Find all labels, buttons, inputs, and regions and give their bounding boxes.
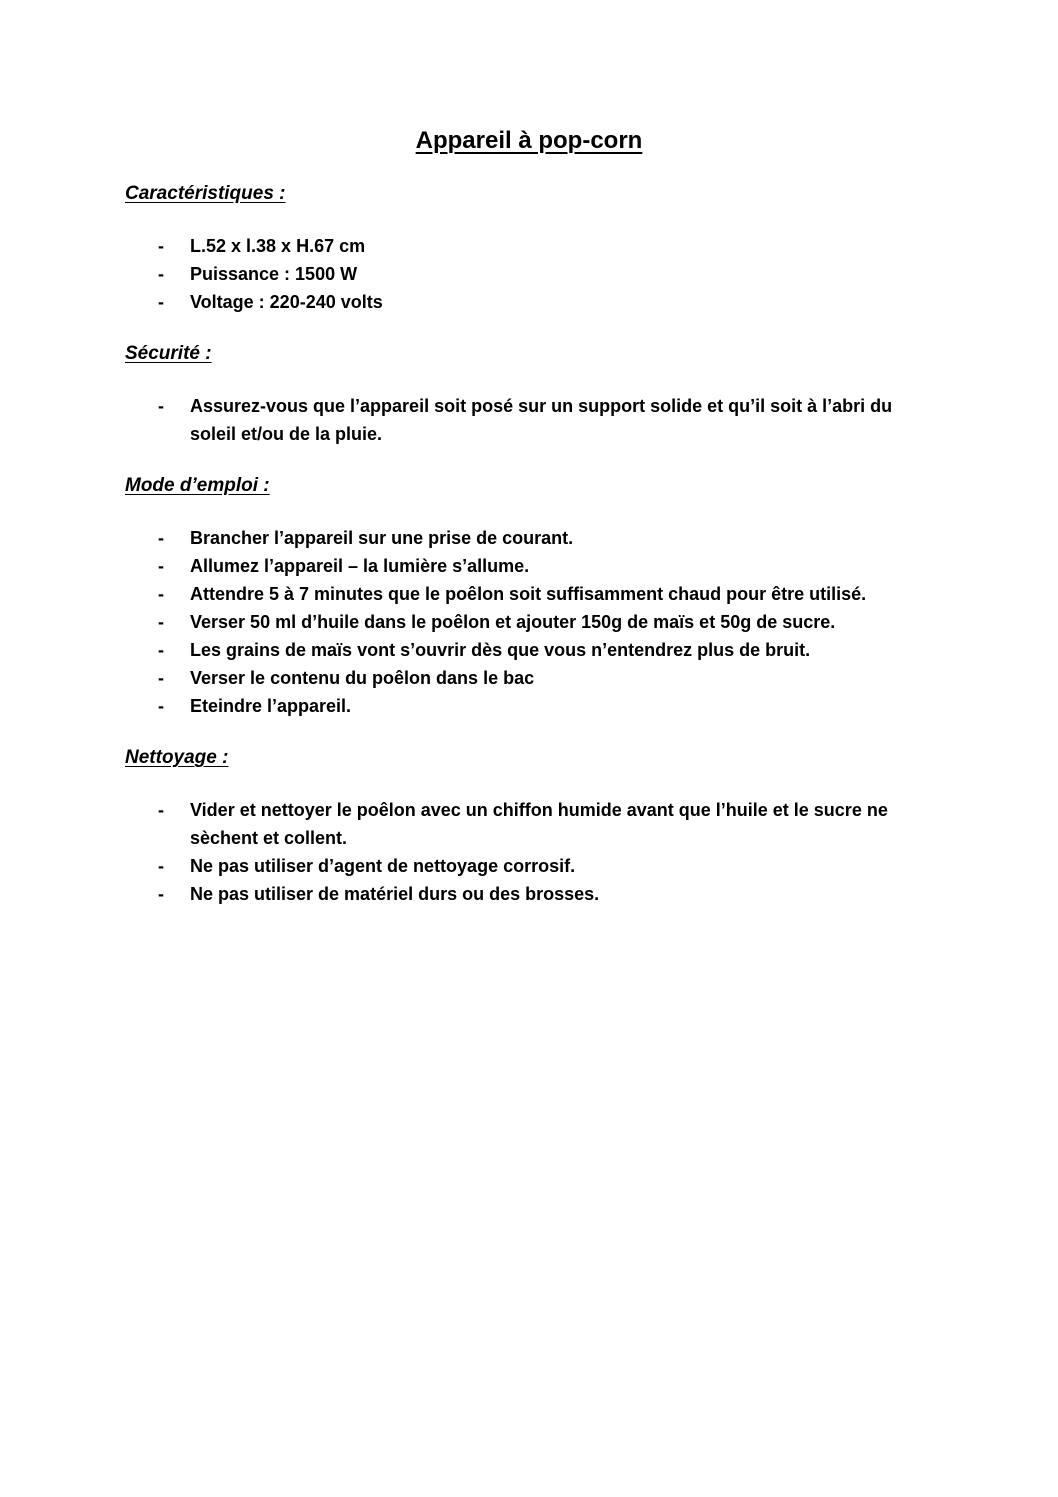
bullet-dash: - [158,292,164,312]
list-item [125,524,933,552]
bullet-dash: - [158,236,164,256]
bullet-list [125,524,933,720]
list-item-text: Eteindre l’appareil. [190,696,352,716]
bullet-list [125,232,933,316]
bullet-dash: - [158,528,164,548]
list-item [125,880,933,908]
list-item-text: Les grains de maïs vont s’ouvrir dès que vous n’entendrez plus de bruit. [190,640,811,660]
section-heading: Sécurité : [125,343,212,364]
section-mode-demploi [125,474,933,720]
list-item-text: Allumez l’appareil – la lumière s’allume. [190,556,530,576]
section-caracteristiques [125,182,933,316]
bullet-dash: - [158,584,164,604]
bullet-list [125,796,933,908]
bullet-dash: - [158,264,164,284]
list-item [125,580,933,608]
list-item [125,288,933,316]
bullet-dash: - [158,612,164,632]
list-item [125,232,933,260]
bullet-dash: - [158,696,164,716]
section-heading: Caractéristiques : [125,183,286,204]
list-item-text: Verser 50 ml d’huile dans le poêlon et ajouter 150g de maïs et 50g de sucre. [190,612,836,632]
bullet-list [125,392,933,448]
list-item-text: Voltage : 220-240 volts [190,292,383,312]
section-heading: Nettoyage : [125,747,229,768]
bullet-dash: - [158,556,164,576]
list-item-text: Ne pas utiliser de matériel durs ou des brosses. [190,884,600,904]
list-item [125,636,933,664]
bullet-dash: - [158,668,164,688]
list-item [125,664,933,692]
bullet-dash: - [158,396,164,416]
list-item [125,852,933,880]
section-nettoyage [125,746,933,908]
list-item [125,796,933,852]
document-title: Appareil à pop-corn [415,127,643,154]
bullet-dash: - [158,640,164,660]
list-item-text: Attendre 5 à 7 minutes que le poêlon soit suffisamment chaud pour être utilisé. [190,584,867,604]
bullet-dash: - [158,800,164,820]
list-item-text: Vider et nettoyer le poêlon avec un chiffon humide avant que l’huile et le sucre ne sèchent et collent. [190,800,888,848]
bullet-dash: - [158,884,164,904]
section-securite [125,342,933,448]
list-item-text: L.52 x l.38 x H.67 cm [190,236,366,256]
list-item-text: Brancher l’appareil sur une prise de courant. [190,528,574,548]
bullet-dash: - [158,856,164,876]
list-item [125,260,933,288]
list-item [125,608,933,636]
list-item [125,692,933,720]
list-item-text: Assurez-vous que l’appareil soit posé sur un support solide et qu’il soit à l’abri du soleil et/ou de la pluie. [190,396,893,444]
list-item-text: Verser le contenu du poêlon dans le bac [190,668,535,688]
section-heading: Mode d’emploi : [125,475,270,496]
list-item [125,552,933,580]
list-item-text: Ne pas utiliser d’agent de nettoyage corrosif. [190,856,576,876]
list-item [125,392,933,448]
list-item-text: Puissance : 1500 W [190,264,358,284]
